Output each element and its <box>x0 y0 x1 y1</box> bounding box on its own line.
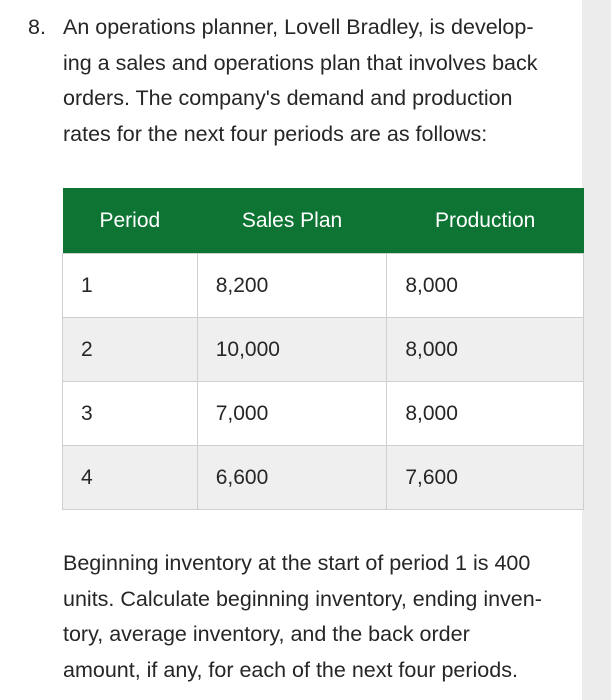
cell-period: 3 <box>63 382 198 446</box>
table-row <box>63 382 584 446</box>
header-production: Production <box>387 188 584 254</box>
table-header-row <box>63 188 584 254</box>
cell-period: 2 <box>63 318 198 382</box>
cell-sales-plan: 8,200 <box>197 254 387 318</box>
sales-production-table <box>62 188 584 510</box>
cell-sales-plan: 6,600 <box>197 446 387 510</box>
cell-production: 8,000 <box>387 382 584 446</box>
cell-sales-plan: 10,000 <box>197 318 387 382</box>
question <box>28 10 588 152</box>
table-row <box>63 318 584 382</box>
cell-period: 4 <box>63 446 198 510</box>
header-sales-plan: Sales Plan <box>197 188 387 254</box>
followup-text: Beginning inventory at the start of period 1 is 400 units. Calculate beginning inventory, ending inven- tory, average inventory, and the back order amount, if any, for each of the next four periods. <box>63 551 542 682</box>
table-row <box>63 446 584 510</box>
table-row <box>63 254 584 318</box>
question-number: 8. <box>28 15 46 39</box>
cell-period: 1 <box>63 254 198 318</box>
cell-sales-plan: 7,000 <box>197 382 387 446</box>
cell-production: 8,000 <box>387 318 584 382</box>
question-text: An operations planner, Lovell Bradley, is develop- ing a sales and operations plan that involves back orders. The company's demand and production rates for the next four periods are as follows: <box>63 15 538 146</box>
header-period: Period <box>63 188 198 254</box>
cell-production: 7,600 <box>387 446 584 510</box>
cell-production: 8,000 <box>387 254 584 318</box>
